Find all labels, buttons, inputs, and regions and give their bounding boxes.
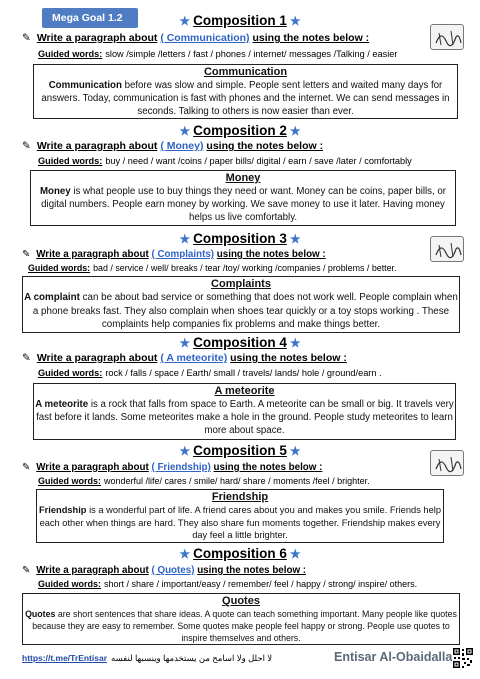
paragraph-text: Friendship is a wonderful part of life. A friend cares about you and makes you smile. Friends help each other when things are hard. They also share fun moments together. Friendship makes every day feel a little brighter. [38,505,442,540]
composition-1-guided-words: Guided words: slow /simple /letters / fast / phones / internet/ messages /Talking / easier [38,49,398,59]
star-icon: ★ [179,336,191,350]
composition-6-paragraph-box [22,593,460,645]
composition-6-guided-words: Guided words: short / share / important/easy / remember/ feel / happy / strong/ inspire/ others. [38,579,418,589]
paragraph-text: A complaint can be about bad service or something that does not work well. People complain when a phone breaks fast. They also complain when shoes tear quickly or a toy stops working . These complaints help companies fix problems and make things better. [24,292,458,330]
star-icon: ★ [179,547,191,561]
composition-3-task: ✎ Write a paragraph about ( Complaints) using the notes below : [22,249,326,260]
box-title: Communication [203,66,288,78]
pencil-icon: ✎ [22,352,31,364]
level-badge: Mega Goal 1.2 [42,8,138,28]
composition-4-title: ★ Composition 4 ★ [179,335,301,350]
composition-1-title: ★ Composition 1 ★ [179,13,301,28]
star-icon: ★ [179,124,191,138]
star-icon: ★ [289,444,301,458]
box-title: Friendship [211,491,269,503]
telegram-url[interactable]: https://t.me/TrEntisar [22,653,108,663]
star-icon: ★ [289,232,301,246]
pencil-icon: ✎ [22,462,31,473]
qr-code-icon[interactable] [452,647,474,669]
composition-3-paragraph-box [22,276,460,333]
composition-4-guided-words: Guided words: rock / falls / space / Earth/ small / travels/ lands/ hole / ground/earn . [38,368,382,378]
composition-5-title: ★ Composition 5 ★ [179,443,301,458]
composition-3-guided-words: Guided words: bad / service / well/ breaks / tear /toy/ working /companies / problems / better. [28,263,397,273]
calligraphy-seal-icon [430,24,464,50]
composition-4-task: ✎ Write a paragraph about ( A meteorite) using the notes below : [22,352,347,364]
composition-5-guided-words: Guided words: wonderful /life/ cares / smile/ hard/ share / moments /feel / brighter. [38,476,370,486]
composition-2-title: ★ Composition 2 ★ [179,123,301,138]
pencil-icon: ✎ [22,249,31,260]
composition-5-paragraph-box [36,489,444,543]
pencil-icon: ✎ [22,32,31,44]
star-icon: ★ [289,14,301,28]
star-icon: ★ [179,232,191,246]
composition-5-task: ✎ Write a paragraph about ( Friendship) using the notes below : [22,462,323,473]
composition-3-title: ★ Composition 3 ★ [179,231,301,246]
composition-2-guided-words: Guided words: buy / need / want /coins / paper bills/ digital / earn / save /later / comfortably [38,156,412,166]
star-icon: ★ [179,444,191,458]
box-title: Complaints [211,278,271,290]
paragraph-text: Money is what people use to buy things they need or want. Money can be coins, paper bills, or digital numbers. People earn money by working. We save money to use it later. Having money helps us live comfortably. [39,186,447,223]
composition-6-task: ✎ Write a paragraph about ( Quotes) using the notes below : [22,565,307,576]
star-icon: ★ [289,547,301,561]
composition-2-paragraph-box [30,170,456,226]
star-icon: ★ [179,14,191,28]
star-icon: ★ [289,124,301,138]
calligraphy-seal-icon [430,450,464,476]
composition-2-task: ✎ Write a paragraph about ( Money) using the notes below : [22,140,324,152]
box-title: Money [225,172,261,184]
paragraph-text: A meteorite is a rock that falls from space to Earth. A meteorite can be small or big. It travels very fast before it lands. Some meteorites make a hole in the ground. People study meteorites to learn more about space. [35,399,454,436]
pencil-icon: ✎ [22,140,31,152]
footer-telegram-link[interactable] [22,653,272,664]
composition-1-task: ✎ Write a paragraph about ( Communication) using the notes below : [22,32,370,44]
pencil-icon: ✎ [22,565,31,576]
composition-6-title: ★ Composition 6 ★ [179,546,301,561]
calligraphy-seal-icon [430,236,464,262]
box-title: A meteorite [214,385,275,397]
footer-notice: لا احلل ولا اسامح من يستخدمها وينسبها لنفسه [111,653,273,663]
composition-4-paragraph-box [33,383,456,440]
author-name: Entisar Al-Obaidalla [334,650,453,664]
box-title: Quotes [222,595,260,607]
paragraph-text: Quotes are short sentences that share ideas. A quote can teach something important. Many people like quotes because they are easy to remember. Some quotes make people feel happy or strong. People use quotes to inspire themselves and others. [25,609,457,643]
paragraph-text: Communication before was slow and simple. People sent letters and waited many days for answers. Today, communication is fast with phones and the internet. We can send messages in seconds. Talking to others is now easier than ever. [41,80,450,117]
composition-1-paragraph-box [33,64,458,119]
star-icon: ★ [289,336,301,350]
